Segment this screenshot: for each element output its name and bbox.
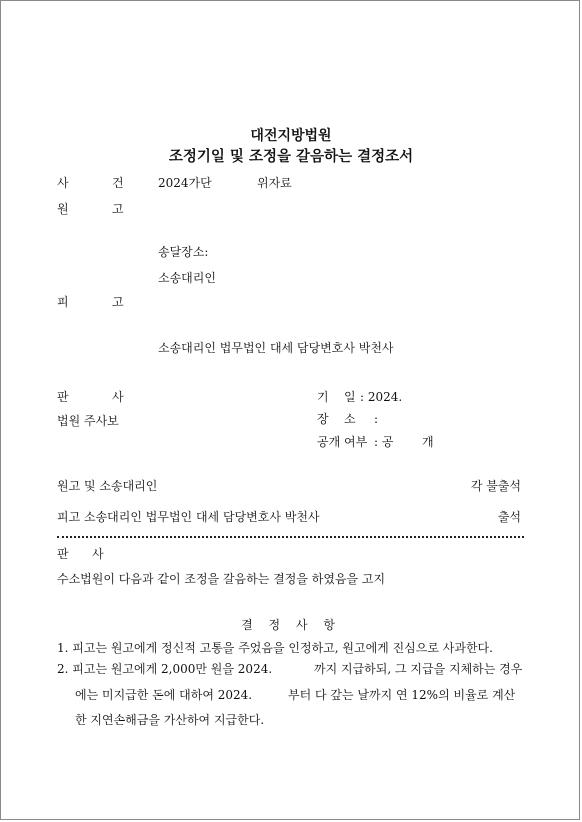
attendance-defendant: 피고 소송대리인 법무법인 대세 담당변호사 박천사 [57,510,320,524]
place-label-a: 장 [317,412,329,426]
decision-item-2-line2a: 에는 미지급한 돈에 대하여 2024. [75,688,253,702]
case-label-a: 사 [57,176,69,190]
decision-item-1: 1. 피고는 원고에게 정신적 고통을 주었음을 인정하고, 원고에게 진심으로 사과한다. [57,641,493,655]
body-judge-a: 판 [57,547,69,561]
place-label-b: 소 [344,412,356,426]
defendant-label-a: 피 [57,295,69,309]
document-title: 조정기일 및 조정을 갈음하는 결정조서 [168,149,414,165]
judge-label-a: 판 [57,390,69,404]
decision-item-2-line1b: 까지 지급하되, 그 지급을 지체하는 경우 [314,662,523,676]
defendant-label-b: 고 [112,295,124,309]
public-value-a: : 공 [374,435,394,449]
dotted-separator [57,536,524,538]
plaintiff-label-a: 원 [57,202,69,216]
date-label-a: 기 [317,390,329,404]
public-value-b: 개 [422,435,434,449]
date-value: : 2024. [360,390,403,404]
decision-heading: 결 정 사 항 [241,618,341,632]
decision-item-2-line1a: 2. 피고는 원고에게 2,000만 원을 2024. [57,662,273,676]
notice-statement: 수소법원이 다음과 같이 조정을 갈음하는 결정을 하였음을 고지 [57,572,386,586]
service-address-label: 송달장소: [158,245,209,259]
plaintiff-agent-label: 소송대리인 [158,271,216,285]
decision-item-2-line3: 한 지연손해금을 가산하여 지급한다. [75,713,265,727]
clerk-label: 법원 주사보 [57,414,119,428]
attendance-plaintiff-status: 각 불출석 [470,479,521,493]
attendance-plaintiff: 원고 및 소송대리인 [57,479,158,493]
judge-label-b: 사 [112,390,124,404]
body-judge-b: 사 [92,547,104,561]
case-name: 위자료 [257,176,292,190]
public-label: 공개 여부 [317,435,368,449]
defendant-agent: 소송대리인 법무법인 대세 담당변호사 박천사 [158,341,394,355]
attendance-defendant-status: 출석 [497,510,521,524]
court-name: 대전지방법원 [250,128,332,144]
case-number: 2024가단 [158,176,212,190]
date-label-b: 일 [344,390,356,404]
decision-item-2-line2b: 부터 다 갚는 날까지 연 12%의 비율로 계산 [288,688,516,702]
plaintiff-label-b: 고 [112,202,124,216]
place-value: : [374,412,379,426]
case-label-b: 건 [112,176,124,190]
